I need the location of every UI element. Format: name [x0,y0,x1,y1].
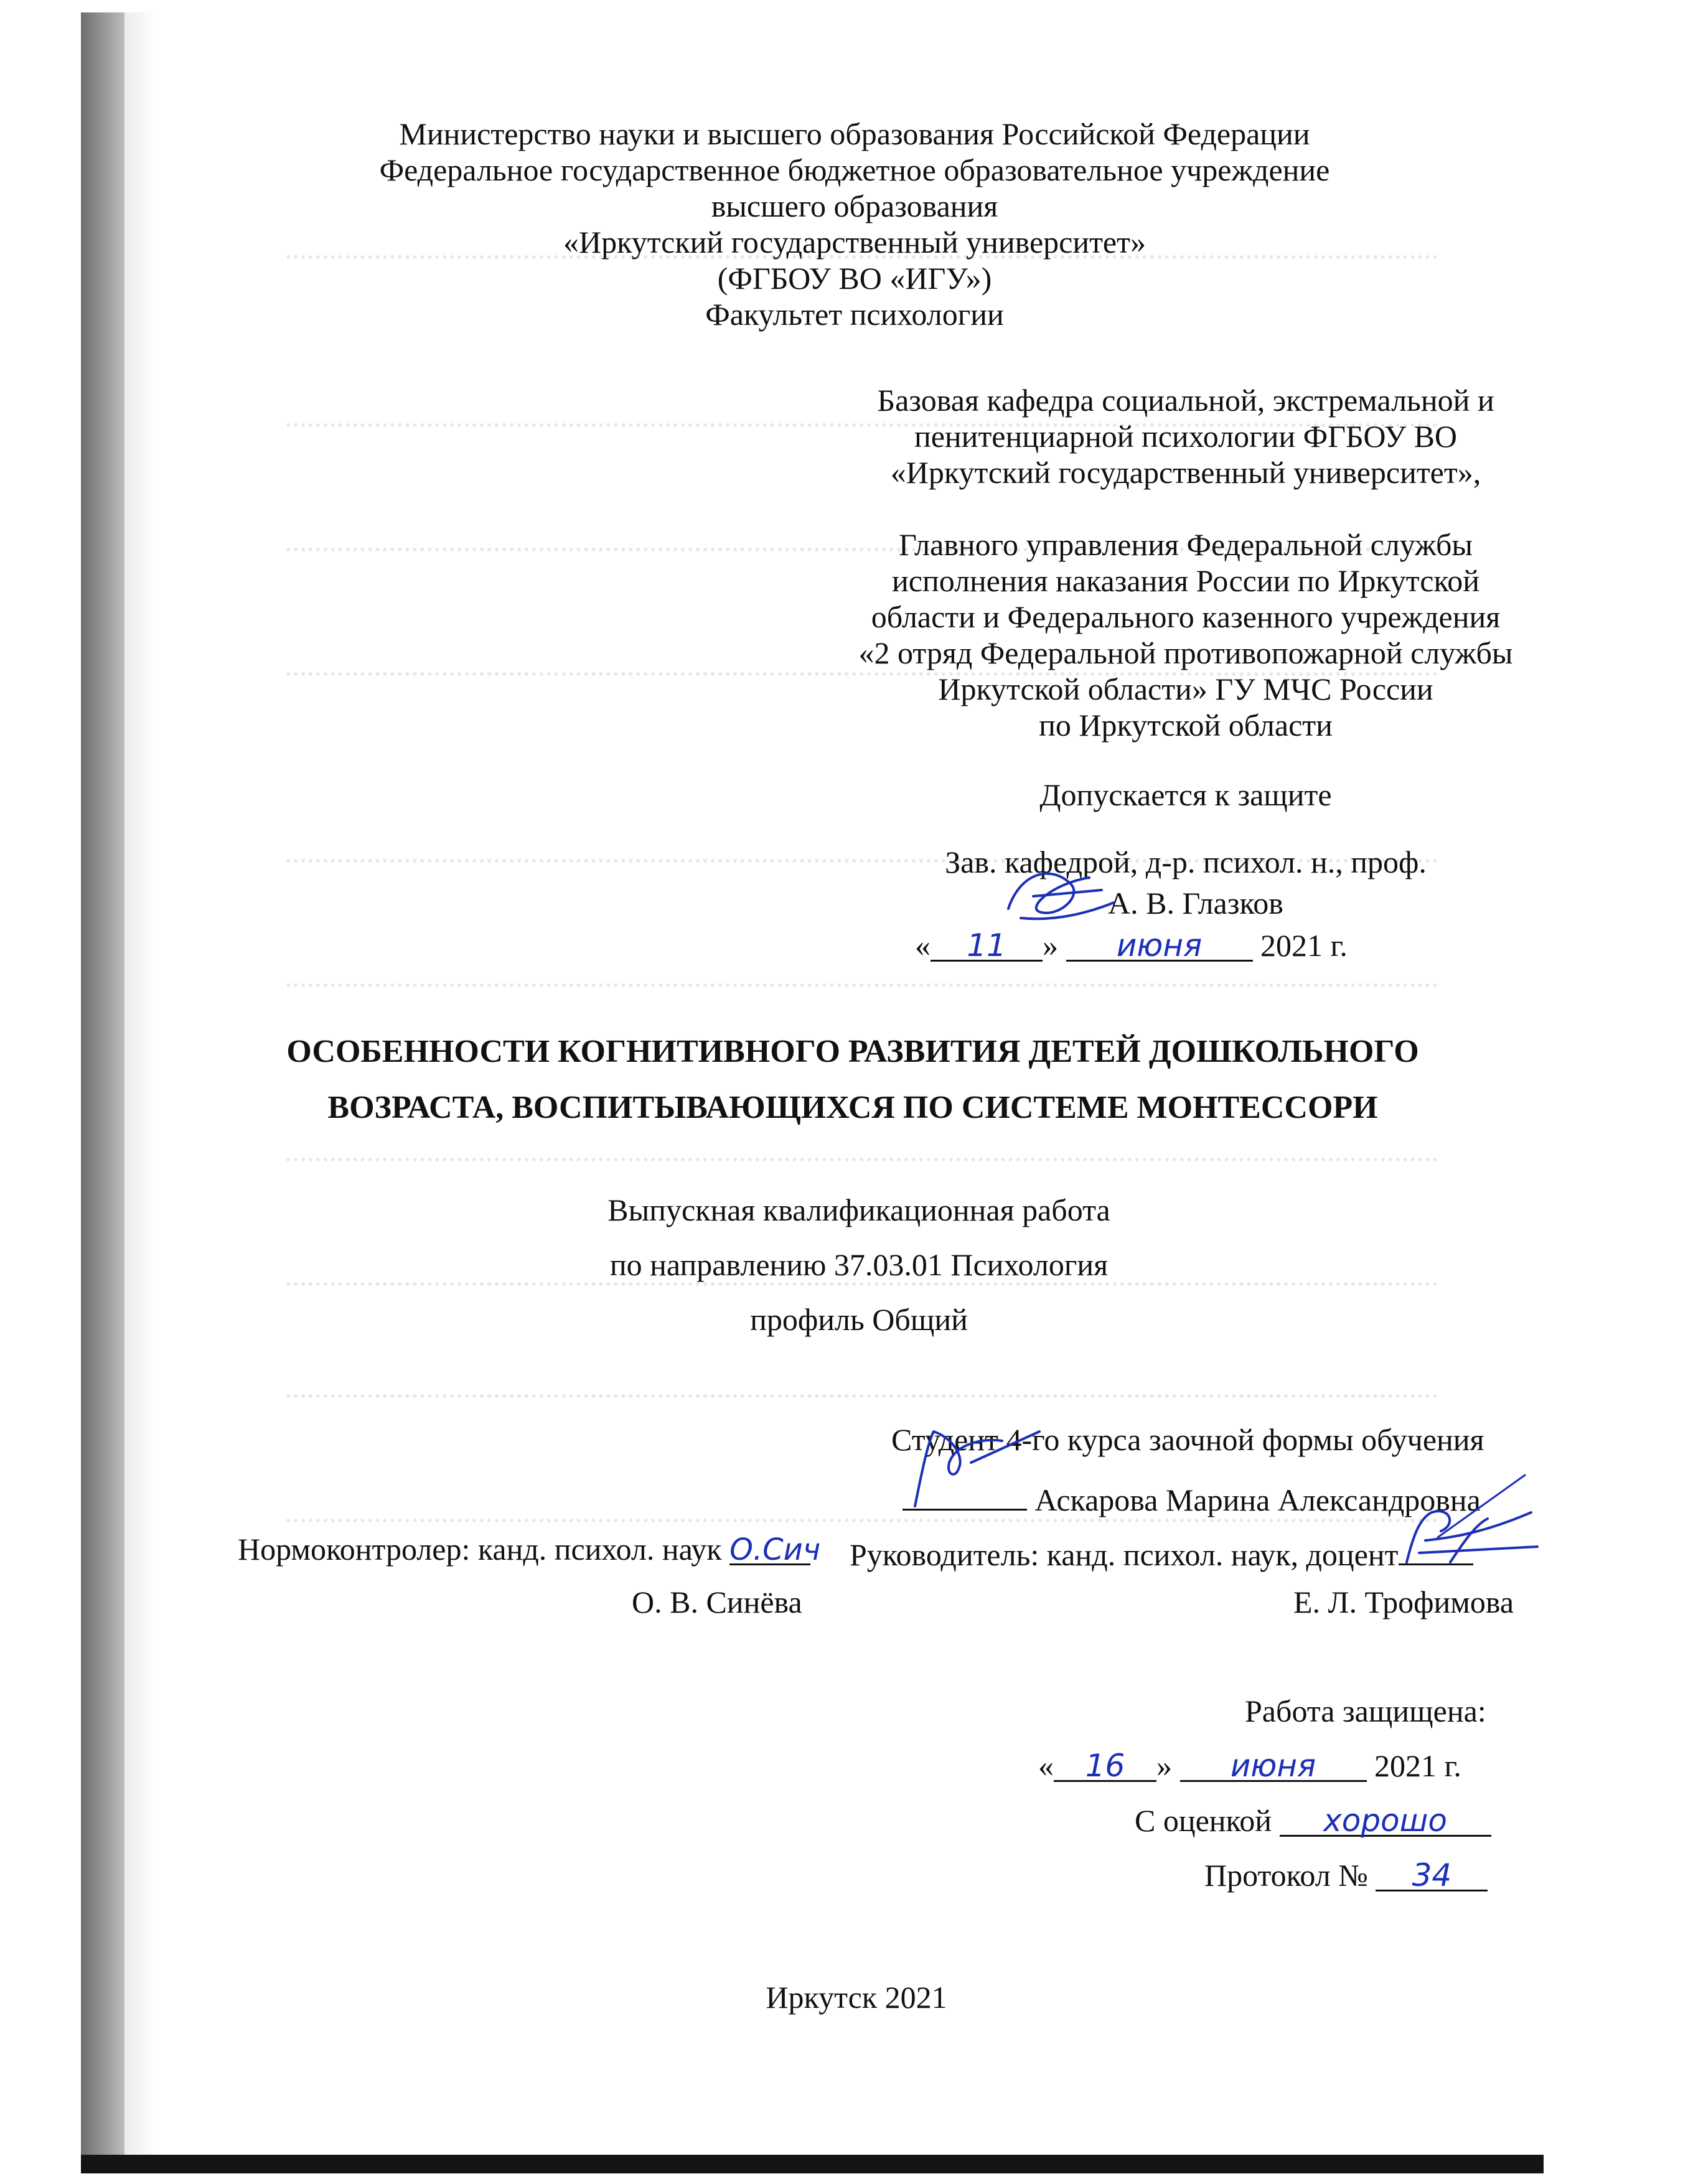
admission-date [915,927,1348,963]
admission-label: Допускается к защите [1039,777,1332,812]
university-abbr: (ФГБОУ ВО «ИГУ») [717,261,992,296]
supervisor-signature-icon [1382,1494,1544,1575]
admission-year: 2021 г. [1260,928,1348,963]
department-line-6: области и Федерального казенного учреждения [871,599,1501,634]
admission-month-field [1066,927,1253,962]
admission-day-field [931,927,1043,962]
thesis-title-line-2: ВОЗРАСТА, ВОСПИТЫВАЮЩИХСЯ ПО СИСТЕМЕ МОНТЕССОРИ [327,1090,1378,1125]
head-signature-icon [996,859,1120,934]
defense-date-open-quote: « [1038,1748,1054,1783]
normocontrol-signature-field [729,1531,821,1567]
protocol-line [1204,1857,1488,1893]
defense-month: июня [1230,1748,1316,1784]
date-open-quote: « [915,928,931,963]
department-line-1: Базовая кафедра социальной, экстремальной и [877,383,1494,418]
grade-line [1135,1802,1491,1839]
normocontrol-name: О. В. Синёва [632,1585,802,1619]
defense-year: 2021 г. [1374,1748,1461,1783]
defense-month-field [1180,1748,1367,1782]
defense-day: 16 [1085,1748,1125,1784]
department-line-8: Иркутской области» ГУ МЧС России [938,672,1433,706]
university-name: «Иркутский государственный университет» [563,225,1146,260]
faculty-name: Факультет психологии [705,297,1004,332]
grade-label: С оценкой [1135,1803,1272,1838]
supervisor-label: Руководитель: канд. психол. наук, доцент [850,1537,1399,1572]
protocol-field [1376,1857,1488,1891]
grade-field [1280,1802,1491,1837]
date-close-quote: » [1043,928,1066,963]
institution-line-1: Федеральное государственное бюджетное образовательное учреждение [379,152,1330,187]
department-head-name: А. В. Глазков [1108,886,1283,921]
defense-day-field [1054,1748,1156,1782]
student-name: Аскарова Марина Александровна [1034,1483,1481,1517]
admission-month: июня [1116,927,1203,963]
department-line-7: «2 отряд Федеральной противопожарной службы [858,635,1513,670]
defense-date-close-quote: » [1156,1748,1180,1783]
institution-line-2: высшего образования [711,189,998,223]
work-direction: по направлению 37.03.01 Психология [609,1247,1109,1282]
department-line-2: пенитенциарной психологии ФГБОУ ВО [914,419,1458,454]
scan-bottom-edge [81,2155,1544,2173]
scan-binding-strip [81,12,124,2166]
department-line-3: «Иркутский государственный университет», [890,455,1481,490]
normocontrol-label: Нормоконтролер: канд. психол. наук [238,1532,722,1567]
supervisor-name: Е. Л. Трофимова [1293,1585,1514,1619]
grade-value: хорошо [1323,1802,1447,1839]
student-label: Студент 4-го курса заочной формы обучения [891,1422,1484,1457]
admission-day: 11 [967,927,1006,963]
protocol-label: Протокол № [1204,1858,1368,1893]
student-signature-icon [896,1419,1046,1512]
department-line-9: по Иркутской области [1039,708,1333,743]
department-head-line: Зав. кафедрой, д-р. психол. н., проф. [945,845,1427,879]
work-type: Выпускная квалификационная работа [607,1193,1110,1227]
thesis-title-line-1: ОСОБЕННОСТИ КОГНИТИВНОГО РАЗВИТИЯ ДЕТЕЙ ДОШКОЛЬНОГО [286,1034,1419,1069]
work-profile: профиль Общий [750,1302,968,1337]
ministry-line: Министерство науки и высшего образования Российской Федерации [399,116,1310,151]
city-year: Иркутск 2021 [766,1980,947,2015]
defense-date [1038,1748,1461,1784]
supervisor-line [850,1531,1473,1573]
normocontrol-signature: О.Сич [729,1532,821,1567]
normocontrol-line [238,1531,821,1567]
department-line-4: Главного управления Федеральной службы [899,527,1473,562]
protocol-number: 34 [1412,1857,1452,1893]
department-line-5: исполнения наказания России по Иркутской [892,563,1479,598]
defense-label: Работа защищена: [1245,1694,1486,1728]
